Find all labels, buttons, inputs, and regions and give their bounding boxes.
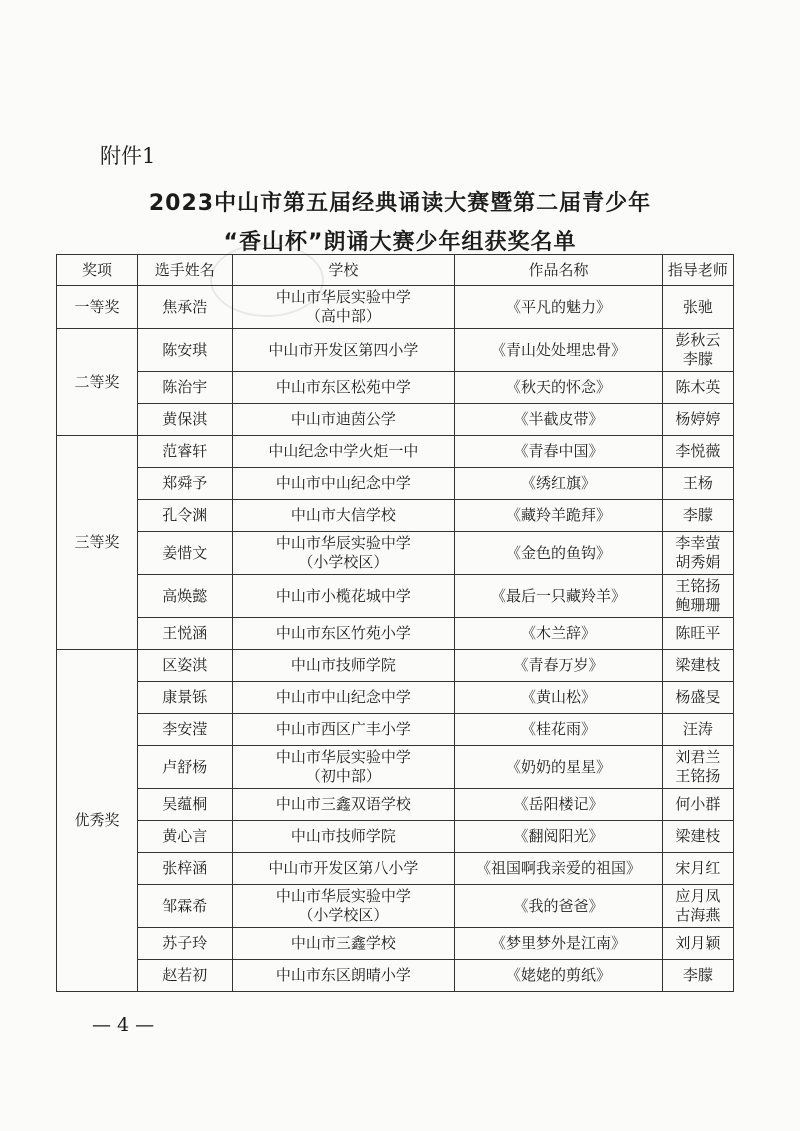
teacher-cell: [662, 404, 733, 436]
contestant-name-cell: 孔令渊: [137, 500, 232, 532]
contestant-name-cell: 张梓涵: [137, 853, 232, 885]
table-row: [57, 404, 734, 436]
school-line: 中山市中山纪念中学: [275, 474, 411, 492]
teacher-cell: [662, 436, 733, 468]
teacher-cell: [662, 789, 733, 821]
school-line: 中山市技师学院: [290, 827, 396, 845]
teacher-name: 宋月红: [675, 859, 721, 877]
school-cell: [232, 789, 455, 821]
work-title-cell: 《秋天的怀念》: [455, 372, 662, 404]
work-title-cell: 《梦里梦外是江南》: [455, 928, 662, 960]
award-level-cell: 一等奖: [57, 286, 138, 329]
work-title-cell: 《黄山松》: [455, 682, 662, 714]
work-title-cell: 《姥姥的剪纸》: [455, 960, 662, 992]
school-line: 中山市中山纪念中学: [275, 688, 411, 706]
school-line: 中山市东区竹苑小学: [275, 624, 411, 642]
table-row: [57, 789, 734, 821]
teacher-cell: [662, 372, 733, 404]
teacher-name: 刘月颖: [675, 934, 721, 952]
work-title-cell: 《翻阅阳光》: [455, 821, 662, 853]
school-cell: [232, 821, 455, 853]
work-title-cell: 《木兰辞》: [455, 618, 662, 650]
table-row: [57, 575, 734, 618]
school-cell: [232, 575, 455, 618]
school-line: 中山市小榄花城中学: [275, 586, 411, 605]
teacher-name: 李幸萤: [675, 534, 721, 552]
teacher-cell: [662, 885, 733, 928]
school-line: 中山纪念中学火炬一中: [268, 442, 419, 460]
table-body: [57, 286, 734, 992]
teacher-name: 王铭扬: [675, 577, 721, 595]
table-header-row: [57, 255, 734, 286]
work-title-cell: 《藏羚羊跪拜》: [455, 500, 662, 532]
teacher-cell: [662, 821, 733, 853]
teacher-cell: [662, 714, 733, 746]
contestant-name-cell: 陈安琪: [137, 329, 232, 372]
school-cell: [232, 618, 455, 650]
contestant-name-cell: 康景铄: [137, 682, 232, 714]
document-title-line2: “香山杯”朗诵大赛少年组获奖名单: [223, 230, 577, 255]
contestant-name-cell: 范睿轩: [137, 436, 232, 468]
work-title-cell: 《祖国啊我亲爱的祖国》: [455, 853, 662, 885]
awards-table: [56, 254, 734, 992]
table-row: [57, 885, 734, 928]
school-cell: [232, 885, 455, 928]
work-title-cell: 《平凡的魅力》: [455, 286, 662, 329]
contestant-name-cell: 邹霖希: [137, 885, 232, 928]
school-cell: [232, 372, 455, 404]
school-line: 中山市东区朗晴小学: [275, 966, 411, 984]
table-row: [57, 682, 734, 714]
work-title-cell: 《金色的鱼钩》: [455, 532, 662, 575]
school-cell: [232, 404, 455, 436]
table-row: [57, 960, 734, 992]
teacher-name: 刘君兰: [675, 748, 721, 766]
work-title-cell: 《桂花雨》: [455, 714, 662, 746]
school-cell: [232, 286, 455, 329]
teacher-cell: [662, 500, 733, 532]
teacher-name: 王杨: [682, 474, 713, 492]
teacher-name: 汪涛: [682, 720, 713, 738]
teacher-name: 何小群: [675, 795, 721, 813]
school-cell: [232, 928, 455, 960]
school-cell: [232, 329, 455, 372]
school-line: （初中部）: [305, 767, 381, 785]
teacher-name: 彭秋云: [675, 331, 721, 349]
teacher-name: 李悦薇: [675, 442, 721, 460]
teacher-name: 杨婷婷: [675, 410, 721, 428]
teacher-cell: [662, 650, 733, 682]
table-row: [57, 928, 734, 960]
contestant-name-cell: 姜惜文: [137, 532, 232, 575]
school-line: 中山市开发区第四小学: [268, 340, 419, 359]
table-row: [57, 650, 734, 682]
teacher-cell: [662, 746, 733, 789]
work-title-cell: 《青春中国》: [455, 436, 662, 468]
teacher-name: 陈木英: [675, 378, 721, 396]
school-line: 中山市迪茵公学: [290, 410, 396, 428]
school-cell: [232, 650, 455, 682]
contestant-name-cell: 区姿淇: [137, 650, 232, 682]
school-line: 中山市三鑫学校: [290, 934, 396, 952]
school-line: 中山市西区广丰小学: [275, 720, 411, 738]
teacher-name: 陈旺平: [675, 624, 721, 642]
teacher-cell: [662, 532, 733, 575]
teacher-cell: [662, 928, 733, 960]
contestant-name-cell: 王悦涵: [137, 618, 232, 650]
contestant-name-cell: 郑舜予: [137, 468, 232, 500]
contestant-name-cell: 黄心言: [137, 821, 232, 853]
document-title-line1: 2023中山市第五届经典诵读大赛暨第二届青少年: [148, 191, 652, 216]
school-line: 中山市开发区第八小学: [268, 859, 419, 877]
teacher-name: 梁建枝: [675, 827, 721, 845]
work-title-cell: 《奶奶的星星》: [455, 746, 662, 789]
school-line: 中山市技师学院: [290, 656, 396, 674]
teacher-cell: [662, 286, 733, 329]
school-line: 中山市华辰实验中学: [275, 534, 411, 552]
contestant-name-cell: 李安滢: [137, 714, 232, 746]
teacher-name: 张驰: [682, 297, 713, 316]
school-line: 中山市大信学校: [290, 506, 396, 524]
header-contestant-name: 选手姓名: [137, 255, 232, 286]
page-number: — 4 —: [92, 1014, 155, 1036]
school-line: 中山市三鑫双语学校: [275, 795, 411, 813]
contestant-name-cell: 高焕懿: [137, 575, 232, 618]
teacher-name: 胡秀娟: [675, 553, 721, 571]
teacher-cell: [662, 468, 733, 500]
award-level-cell: 三等奖: [57, 436, 138, 650]
table-row: [57, 746, 734, 789]
table-row: [57, 286, 734, 329]
school-line: （小学校区）: [298, 553, 389, 571]
school-cell: [232, 436, 455, 468]
teacher-cell: [662, 682, 733, 714]
contestant-name-cell: 卢舒杨: [137, 746, 232, 789]
attachment-label: 附件1: [100, 144, 156, 168]
school-cell: [232, 532, 455, 575]
work-title-cell: 《半截皮带》: [455, 404, 662, 436]
header-work-title: 作品名称: [455, 255, 662, 286]
award-level-cell: 二等奖: [57, 329, 138, 436]
table-row: [57, 853, 734, 885]
teacher-name: 李朦: [682, 966, 713, 984]
contestant-name-cell: 陈治宇: [137, 372, 232, 404]
header-teacher: 指导老师: [662, 255, 733, 286]
teacher-name: 应月凤: [675, 887, 721, 905]
teacher-cell: [662, 618, 733, 650]
school-cell: [232, 714, 455, 746]
teacher-name: 王铭扬: [675, 767, 721, 785]
table-row: [57, 821, 734, 853]
teacher-name: 鲍珊珊: [675, 596, 721, 614]
teacher-cell: [662, 329, 733, 372]
teacher-cell: [662, 575, 733, 618]
school-line: 中山市华辰实验中学: [275, 887, 411, 905]
teacher-name: 古海燕: [675, 906, 721, 924]
teacher-name: 李朦: [682, 350, 713, 368]
work-title-cell: 《青春万岁》: [455, 650, 662, 682]
work-title-cell: 《岳阳楼记》: [455, 789, 662, 821]
teacher-name: 李朦: [682, 506, 713, 524]
teacher-name: 杨盛旻: [675, 688, 721, 706]
contestant-name-cell: 苏子玲: [137, 928, 232, 960]
contestant-name-cell: 吴蕴桐: [137, 789, 232, 821]
teacher-name: 梁建枝: [675, 656, 721, 674]
award-level-cell: 优秀奖: [57, 650, 138, 992]
table-row: [57, 329, 734, 372]
school-cell: [232, 746, 455, 789]
work-title-cell: 《绣红旗》: [455, 468, 662, 500]
school-cell: [232, 500, 455, 532]
contestant-name-cell: 焦承浩: [137, 286, 232, 329]
teacher-cell: [662, 853, 733, 885]
table-row: [57, 714, 734, 746]
table-row: [57, 618, 734, 650]
school-cell: [232, 853, 455, 885]
work-title-cell: 《最后一只藏羚羊》: [455, 575, 662, 618]
contestant-name-cell: 赵若初: [137, 960, 232, 992]
table-row: [57, 532, 734, 575]
work-title-cell: 《青山处处埋忠骨》: [455, 329, 662, 372]
table-row: [57, 468, 734, 500]
school-line: 中山市华辰实验中学: [275, 748, 411, 766]
table-row: [57, 436, 734, 468]
school-line: 中山市东区松苑中学: [275, 378, 411, 396]
header-school: 学校: [232, 255, 455, 286]
school-cell: [232, 682, 455, 714]
table-row: [57, 500, 734, 532]
teacher-cell: [662, 960, 733, 992]
school-line: 中山市华辰实验中学: [275, 288, 411, 306]
contestant-name-cell: 黄保淇: [137, 404, 232, 436]
school-cell: [232, 960, 455, 992]
school-cell: [232, 468, 455, 500]
table-row: [57, 372, 734, 404]
header-award-level: 奖项: [57, 255, 138, 286]
school-line: （小学校区）: [298, 906, 389, 924]
work-title-cell: 《我的爸爸》: [455, 885, 662, 928]
school-line: （高中部）: [305, 307, 381, 325]
